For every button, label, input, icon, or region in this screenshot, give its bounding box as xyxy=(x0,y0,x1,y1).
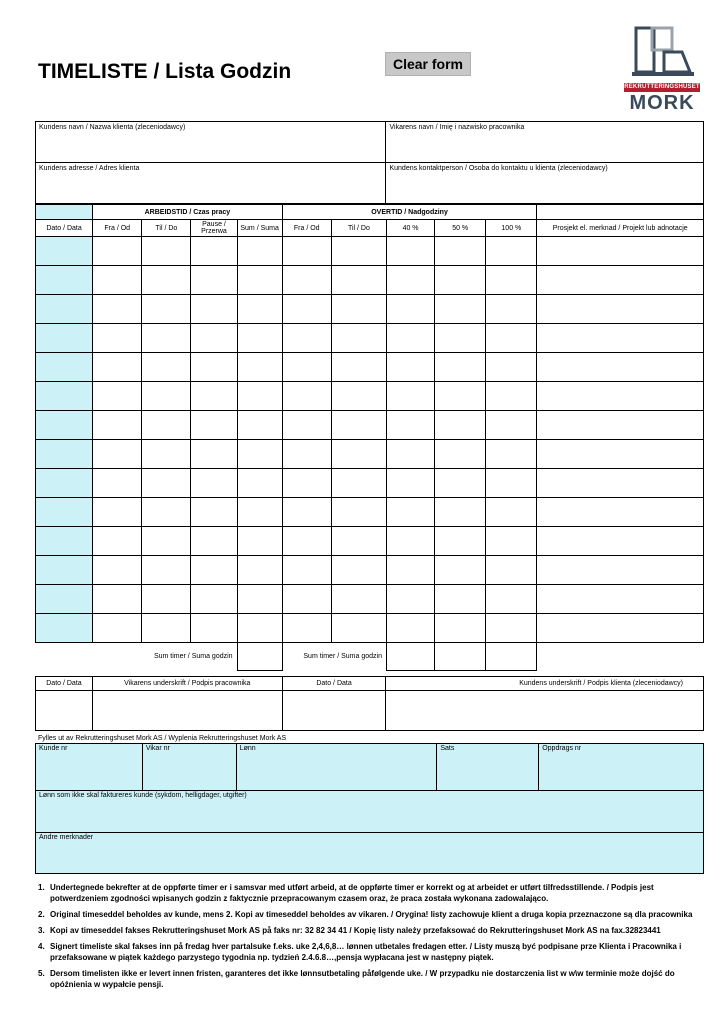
cell-project[interactable] xyxy=(537,324,704,353)
timesheet-row xyxy=(36,411,704,440)
cell-from[interactable] xyxy=(93,556,142,585)
cell-ot-50[interactable] xyxy=(435,440,486,469)
sum-row xyxy=(36,643,704,671)
timesheet-table xyxy=(35,204,704,670)
client-info-table xyxy=(35,121,704,204)
sum-overtime-label: Sum timer / Suma godzin xyxy=(303,653,382,661)
cell-date[interactable] xyxy=(36,411,93,440)
client-address-label: Kundens adresse / Adres klienta xyxy=(39,165,140,172)
cell-from[interactable] xyxy=(93,498,142,527)
sum-ot-100-field[interactable] xyxy=(486,643,537,671)
note-text: Dersom timelisten ikke er levert innen fristen, garanteres det ikke lønnsutbetaling påfølgende uke. / W przypadku nie dostarczenia list w w\w terminie może dojść do opóźnienia w wypałcie pensji. xyxy=(50,969,675,989)
col-header-ot-from: Fra / Od xyxy=(282,220,331,237)
col-header-to: Til / Do xyxy=(142,220,191,237)
cell-ot-100[interactable] xyxy=(486,411,537,440)
cell-ot-40[interactable] xyxy=(386,585,434,614)
cell-from[interactable] xyxy=(93,440,142,469)
timesheet-row xyxy=(36,237,704,266)
cell-ot-from[interactable] xyxy=(282,585,331,614)
cell-ot-50[interactable] xyxy=(435,527,486,556)
note-item xyxy=(38,941,703,963)
cell-from[interactable] xyxy=(93,411,142,440)
cell-project[interactable] xyxy=(537,411,704,440)
sig-date2-field[interactable] xyxy=(282,691,386,731)
temp-no-label: Vikar nr xyxy=(145,745,170,752)
cell-ot-40[interactable] xyxy=(386,469,434,498)
cell-sum[interactable] xyxy=(237,382,282,411)
cell-project[interactable] xyxy=(537,353,704,382)
worker-signature-field[interactable] xyxy=(92,691,282,731)
cell-sum[interactable] xyxy=(237,585,282,614)
cell-ot-40[interactable] xyxy=(386,498,434,527)
cell-to[interactable] xyxy=(142,237,191,266)
sig-date2-header: Dato / Data xyxy=(282,677,386,691)
overtime-group-header: OVERTID / Nadgodziny xyxy=(282,205,537,220)
not-invoiced-field[interactable] xyxy=(36,791,704,833)
timesheet-row xyxy=(36,469,704,498)
cell-ot-50[interactable] xyxy=(435,411,486,440)
cell-ot-from[interactable] xyxy=(282,324,331,353)
timesheet-row xyxy=(36,527,704,556)
cell-ot-100[interactable] xyxy=(486,266,537,295)
cell-sum[interactable] xyxy=(237,498,282,527)
cell-sum[interactable] xyxy=(237,614,282,643)
cell-ot-50[interactable] xyxy=(435,382,486,411)
group-blank-right xyxy=(537,205,704,220)
cell-pause[interactable] xyxy=(191,556,237,585)
cell-project[interactable] xyxy=(537,266,704,295)
cell-date[interactable] xyxy=(36,440,93,469)
cell-pause[interactable] xyxy=(191,324,237,353)
cell-date[interactable] xyxy=(36,295,93,324)
cell-to[interactable] xyxy=(142,382,191,411)
cell-ot-100[interactable] xyxy=(486,527,537,556)
cell-project[interactable] xyxy=(537,237,704,266)
cell-date[interactable] xyxy=(36,585,93,614)
cell-ot-to[interactable] xyxy=(331,585,386,614)
cell-ot-from[interactable] xyxy=(282,237,331,266)
cell-pause[interactable] xyxy=(191,382,237,411)
company-logo xyxy=(624,26,700,114)
cell-date[interactable] xyxy=(36,469,93,498)
rate-label: Sats xyxy=(440,745,455,752)
cell-ot-from[interactable] xyxy=(282,527,331,556)
wage-label: Lønn xyxy=(239,745,256,752)
worker-name-label: Vikarens navn / Imię i nazwisko pracownika xyxy=(389,124,525,131)
cell-to[interactable] xyxy=(142,440,191,469)
cell-ot-100[interactable] xyxy=(486,440,537,469)
cell-ot-50[interactable] xyxy=(435,324,486,353)
cell-project[interactable] xyxy=(537,585,704,614)
cell-ot-from[interactable] xyxy=(282,353,331,382)
cell-ot-to[interactable] xyxy=(331,469,386,498)
worker-signature-header: Vikarens underskrift / Podpis pracownika xyxy=(92,677,282,691)
cell-ot-to[interactable] xyxy=(331,411,386,440)
assignment-no-field[interactable] xyxy=(539,744,704,791)
cell-from[interactable] xyxy=(93,353,142,382)
note-text: Undertegnede bekrefter at de oppførte timer er i samsvar med utført arbeid, at de oppførte timer er korrekt og at arbeidet er utført tilfredsstillende. / Podpis jest potwerdzeniem zgodności wpisanych godzin z faktycznie przepracowanym czasem oraz, że praca została wykonana zadowalająco. xyxy=(50,883,654,903)
cell-sum[interactable] xyxy=(237,353,282,382)
cell-from[interactable] xyxy=(93,237,142,266)
note-number: 2. xyxy=(38,910,45,919)
clear-form-button[interactable]: Clear form xyxy=(385,52,471,76)
page-title: TIMELISTE / Lista Godzin xyxy=(38,60,292,83)
cell-ot-to[interactable] xyxy=(331,266,386,295)
cell-sum[interactable] xyxy=(237,411,282,440)
timesheet-row xyxy=(36,295,704,324)
cell-ot-40[interactable] xyxy=(386,440,434,469)
cell-project[interactable] xyxy=(537,440,704,469)
cell-ot-100[interactable] xyxy=(486,382,537,411)
cell-ot-50[interactable] xyxy=(435,585,486,614)
customer-no-label: Kunde nr xyxy=(39,745,68,752)
note-text: Kopi av timeseddel fakses Rekrutteringshuset Mork AS på faks nr: 32 82 34 41 / Kopię listy należy przefaksować do Rekrutteringshuset Mork AS na fax.32823441 xyxy=(50,926,661,935)
cell-project[interactable] xyxy=(537,527,704,556)
cell-ot-100[interactable] xyxy=(486,237,537,266)
cell-from[interactable] xyxy=(93,324,142,353)
client-name-field[interactable] xyxy=(36,122,386,163)
timesheet-row xyxy=(36,614,704,643)
cell-ot-50[interactable] xyxy=(435,556,486,585)
cell-ot-100[interactable] xyxy=(486,585,537,614)
note-item xyxy=(38,925,703,936)
cell-ot-to[interactable] xyxy=(331,556,386,585)
cell-from[interactable] xyxy=(93,614,142,643)
note-number: 3. xyxy=(38,926,45,935)
cell-to[interactable] xyxy=(142,585,191,614)
cell-pause[interactable] xyxy=(191,295,237,324)
cell-to[interactable] xyxy=(142,469,191,498)
col-header-ot-100: 100 % xyxy=(486,220,537,237)
cell-sum[interactable] xyxy=(237,527,282,556)
col-header-from: Fra / Od xyxy=(93,220,142,237)
logo-word: MORK xyxy=(629,92,695,114)
col-header-date: Dato / Data xyxy=(36,220,93,237)
cell-to[interactable] xyxy=(142,556,191,585)
cell-from[interactable] xyxy=(93,266,142,295)
temp-no-field[interactable] xyxy=(142,744,236,791)
cell-date[interactable] xyxy=(36,614,93,643)
logo-bar: REKRUTTERINGSHUSET xyxy=(624,84,700,90)
cell-ot-50[interactable] xyxy=(435,469,486,498)
note-text: Signert timeliste skal fakses inn på fredag hver partalsuke f.eks. uke 2,4,6,8… lønnen utbetales fredagen etter. / Listy muszą być podpisane prze Klienta i Pracownika i przefaksowane w piątek każdego parzystego tygodnia np. tydzień 2.4.6.8…,pensja wypłacana jest w następny piątek. xyxy=(50,942,682,962)
cell-ot-to[interactable] xyxy=(331,324,386,353)
note-number: 5. xyxy=(38,969,45,978)
cell-ot-40[interactable] xyxy=(386,411,434,440)
sum-work-field[interactable] xyxy=(237,643,282,671)
customer-no-field[interactable] xyxy=(36,744,143,791)
client-contact-field[interactable] xyxy=(386,163,704,204)
cell-pause[interactable] xyxy=(191,440,237,469)
cell-project[interactable] xyxy=(537,498,704,527)
col-header-project: Prosjekt el. merknad / Projekt lub adnotacje xyxy=(537,220,704,237)
timesheet-row xyxy=(36,556,704,585)
client-signature-header: Kundens underskrift / Podpis klienta (zleceniodawcy) xyxy=(386,677,704,691)
cell-project[interactable] xyxy=(537,556,704,585)
timesheet-row xyxy=(36,585,704,614)
sum-blank xyxy=(537,643,704,671)
cell-date[interactable] xyxy=(36,237,93,266)
cell-sum[interactable] xyxy=(237,237,282,266)
cell-from[interactable] xyxy=(93,585,142,614)
cell-ot-to[interactable] xyxy=(331,614,386,643)
timesheet-row xyxy=(36,382,704,411)
sum-ot-40-field[interactable] xyxy=(386,643,434,671)
cell-pause[interactable] xyxy=(191,469,237,498)
note-number: 1. xyxy=(38,883,45,892)
cell-ot-40[interactable] xyxy=(386,382,434,411)
signature-table xyxy=(35,676,704,731)
rate-field[interactable] xyxy=(437,744,539,791)
cell-to[interactable] xyxy=(142,498,191,527)
cell-date[interactable] xyxy=(36,353,93,382)
col-header-ot-50: 50 % xyxy=(435,220,486,237)
timesheet-grid xyxy=(35,204,704,671)
cell-ot-100[interactable] xyxy=(486,353,537,382)
cell-ot-40[interactable] xyxy=(386,295,434,324)
worker-name-field[interactable] xyxy=(386,122,704,163)
cell-date[interactable] xyxy=(36,382,93,411)
cell-ot-50[interactable] xyxy=(435,295,486,324)
sig-date-header: Dato / Data xyxy=(36,677,93,691)
cell-ot-from[interactable] xyxy=(282,498,331,527)
cell-ot-40[interactable] xyxy=(386,527,434,556)
cell-sum[interactable] xyxy=(237,440,282,469)
cell-date[interactable] xyxy=(36,266,93,295)
cell-ot-40[interactable] xyxy=(386,266,434,295)
cell-project[interactable] xyxy=(537,469,704,498)
cell-ot-50[interactable] xyxy=(435,498,486,527)
cell-pause[interactable] xyxy=(191,266,237,295)
cell-ot-100[interactable] xyxy=(486,295,537,324)
col-header-ot-to: Til / Do xyxy=(331,220,386,237)
office-table xyxy=(35,743,704,874)
cell-ot-40[interactable] xyxy=(386,353,434,382)
col-header-sum: Sum / Suma xyxy=(237,220,282,237)
cell-ot-50[interactable] xyxy=(435,266,486,295)
cell-ot-to[interactable] xyxy=(331,237,386,266)
cell-ot-100[interactable] xyxy=(486,324,537,353)
col-header-ot-40: 40 % xyxy=(386,220,434,237)
cell-ot-50[interactable] xyxy=(435,237,486,266)
cell-sum[interactable] xyxy=(237,295,282,324)
cell-date[interactable] xyxy=(36,498,93,527)
cell-from[interactable] xyxy=(93,469,142,498)
office-caption: Fylles ut av Rekrutteringshuset Mork AS / Wyplenia Rekrutteringshuset Mork AS xyxy=(38,735,287,742)
cell-ot-from[interactable] xyxy=(282,295,331,324)
note-item xyxy=(38,909,703,920)
cell-from[interactable] xyxy=(93,295,142,324)
col-header-pause: Pause / Przerwa xyxy=(191,220,237,237)
wage-field[interactable] xyxy=(236,744,437,791)
cell-ot-100[interactable] xyxy=(486,498,537,527)
cell-pause[interactable] xyxy=(191,411,237,440)
cell-sum[interactable] xyxy=(237,469,282,498)
cell-ot-from[interactable] xyxy=(282,469,331,498)
sum-ot-50-field[interactable] xyxy=(435,643,486,671)
client-contact-label: Kundens kontaktperson / Osoba do kontaktu u klienta (zleceniodawcy) xyxy=(389,165,608,172)
cell-sum[interactable] xyxy=(237,556,282,585)
cell-from[interactable] xyxy=(93,382,142,411)
cell-to[interactable] xyxy=(142,324,191,353)
note-item xyxy=(38,968,703,990)
timesheet-row xyxy=(36,324,704,353)
cell-ot-to[interactable] xyxy=(331,353,386,382)
other-notes-label: Andre merknader xyxy=(39,834,94,841)
cell-to[interactable] xyxy=(142,527,191,556)
cell-ot-50[interactable] xyxy=(435,614,486,643)
other-notes-field[interactable] xyxy=(36,833,704,874)
cell-ot-50[interactable] xyxy=(435,353,486,382)
cell-pause[interactable] xyxy=(191,353,237,382)
cell-date[interactable] xyxy=(36,556,93,585)
cell-ot-to[interactable] xyxy=(331,527,386,556)
cell-sum[interactable] xyxy=(237,324,282,353)
cell-ot-from[interactable] xyxy=(282,556,331,585)
timesheet-row xyxy=(36,353,704,382)
client-signature-field[interactable] xyxy=(386,691,704,731)
cell-project[interactable] xyxy=(537,295,704,324)
cell-pause[interactable] xyxy=(191,237,237,266)
cell-ot-100[interactable] xyxy=(486,614,537,643)
cell-ot-100[interactable] xyxy=(486,469,537,498)
cell-to[interactable] xyxy=(142,353,191,382)
cell-ot-to[interactable] xyxy=(331,295,386,324)
cell-ot-from[interactable] xyxy=(282,266,331,295)
cell-project[interactable] xyxy=(537,614,704,643)
cell-to[interactable] xyxy=(142,266,191,295)
sig-date-field[interactable] xyxy=(36,691,93,731)
client-name-label: Kundens navn / Nazwa klienta (zleceniodawcy) xyxy=(39,124,186,131)
cell-to[interactable] xyxy=(142,411,191,440)
sum-work-label: Sum timer / Suma godzin xyxy=(153,653,233,661)
cell-ot-from[interactable] xyxy=(282,411,331,440)
cell-sum[interactable] xyxy=(237,266,282,295)
cell-ot-from[interactable] xyxy=(282,382,331,411)
cell-ot-from[interactable] xyxy=(282,440,331,469)
group-blank-left xyxy=(36,205,93,220)
cell-ot-to[interactable] xyxy=(331,440,386,469)
cell-pause[interactable] xyxy=(191,614,237,643)
cell-ot-40[interactable] xyxy=(386,556,434,585)
notes-list xyxy=(38,882,703,995)
cell-ot-40[interactable] xyxy=(386,237,434,266)
note-number: 4. xyxy=(38,942,45,951)
cell-to[interactable] xyxy=(142,295,191,324)
cell-ot-to[interactable] xyxy=(331,498,386,527)
cell-ot-40[interactable] xyxy=(386,614,434,643)
not-invoiced-label: Lønn som ikke skal faktureres kunde (sykdom, helligdager, utgifter) xyxy=(39,792,247,799)
work-time-group-header: ARBEIDSTID / Czas pracy xyxy=(93,205,283,220)
cell-to[interactable] xyxy=(142,614,191,643)
cell-pause[interactable] xyxy=(191,498,237,527)
cell-project[interactable] xyxy=(537,382,704,411)
cell-pause[interactable] xyxy=(191,585,237,614)
client-address-field[interactable] xyxy=(36,163,386,204)
cell-pause[interactable] xyxy=(191,527,237,556)
note-item xyxy=(38,882,703,904)
cell-from[interactable] xyxy=(93,527,142,556)
timesheet-row xyxy=(36,440,704,469)
cell-date[interactable] xyxy=(36,324,93,353)
note-text: Original timeseddel beholdes av kunde, mens 2. Kopi av timeseddel beholdes av vikaren. / Orygina! listy zachowuje klient a druga kopia przeznaczone są dla pracownika xyxy=(50,910,693,919)
cell-ot-40[interactable] xyxy=(386,324,434,353)
cell-date[interactable] xyxy=(36,527,93,556)
timesheet-row xyxy=(36,266,704,295)
assignment-no-label: Oppdrags nr xyxy=(542,745,582,752)
logo-mark-icon xyxy=(624,26,700,84)
cell-ot-to[interactable] xyxy=(331,382,386,411)
timesheet-row xyxy=(36,498,704,527)
cell-ot-100[interactable] xyxy=(486,556,537,585)
cell-ot-from[interactable] xyxy=(282,614,331,643)
